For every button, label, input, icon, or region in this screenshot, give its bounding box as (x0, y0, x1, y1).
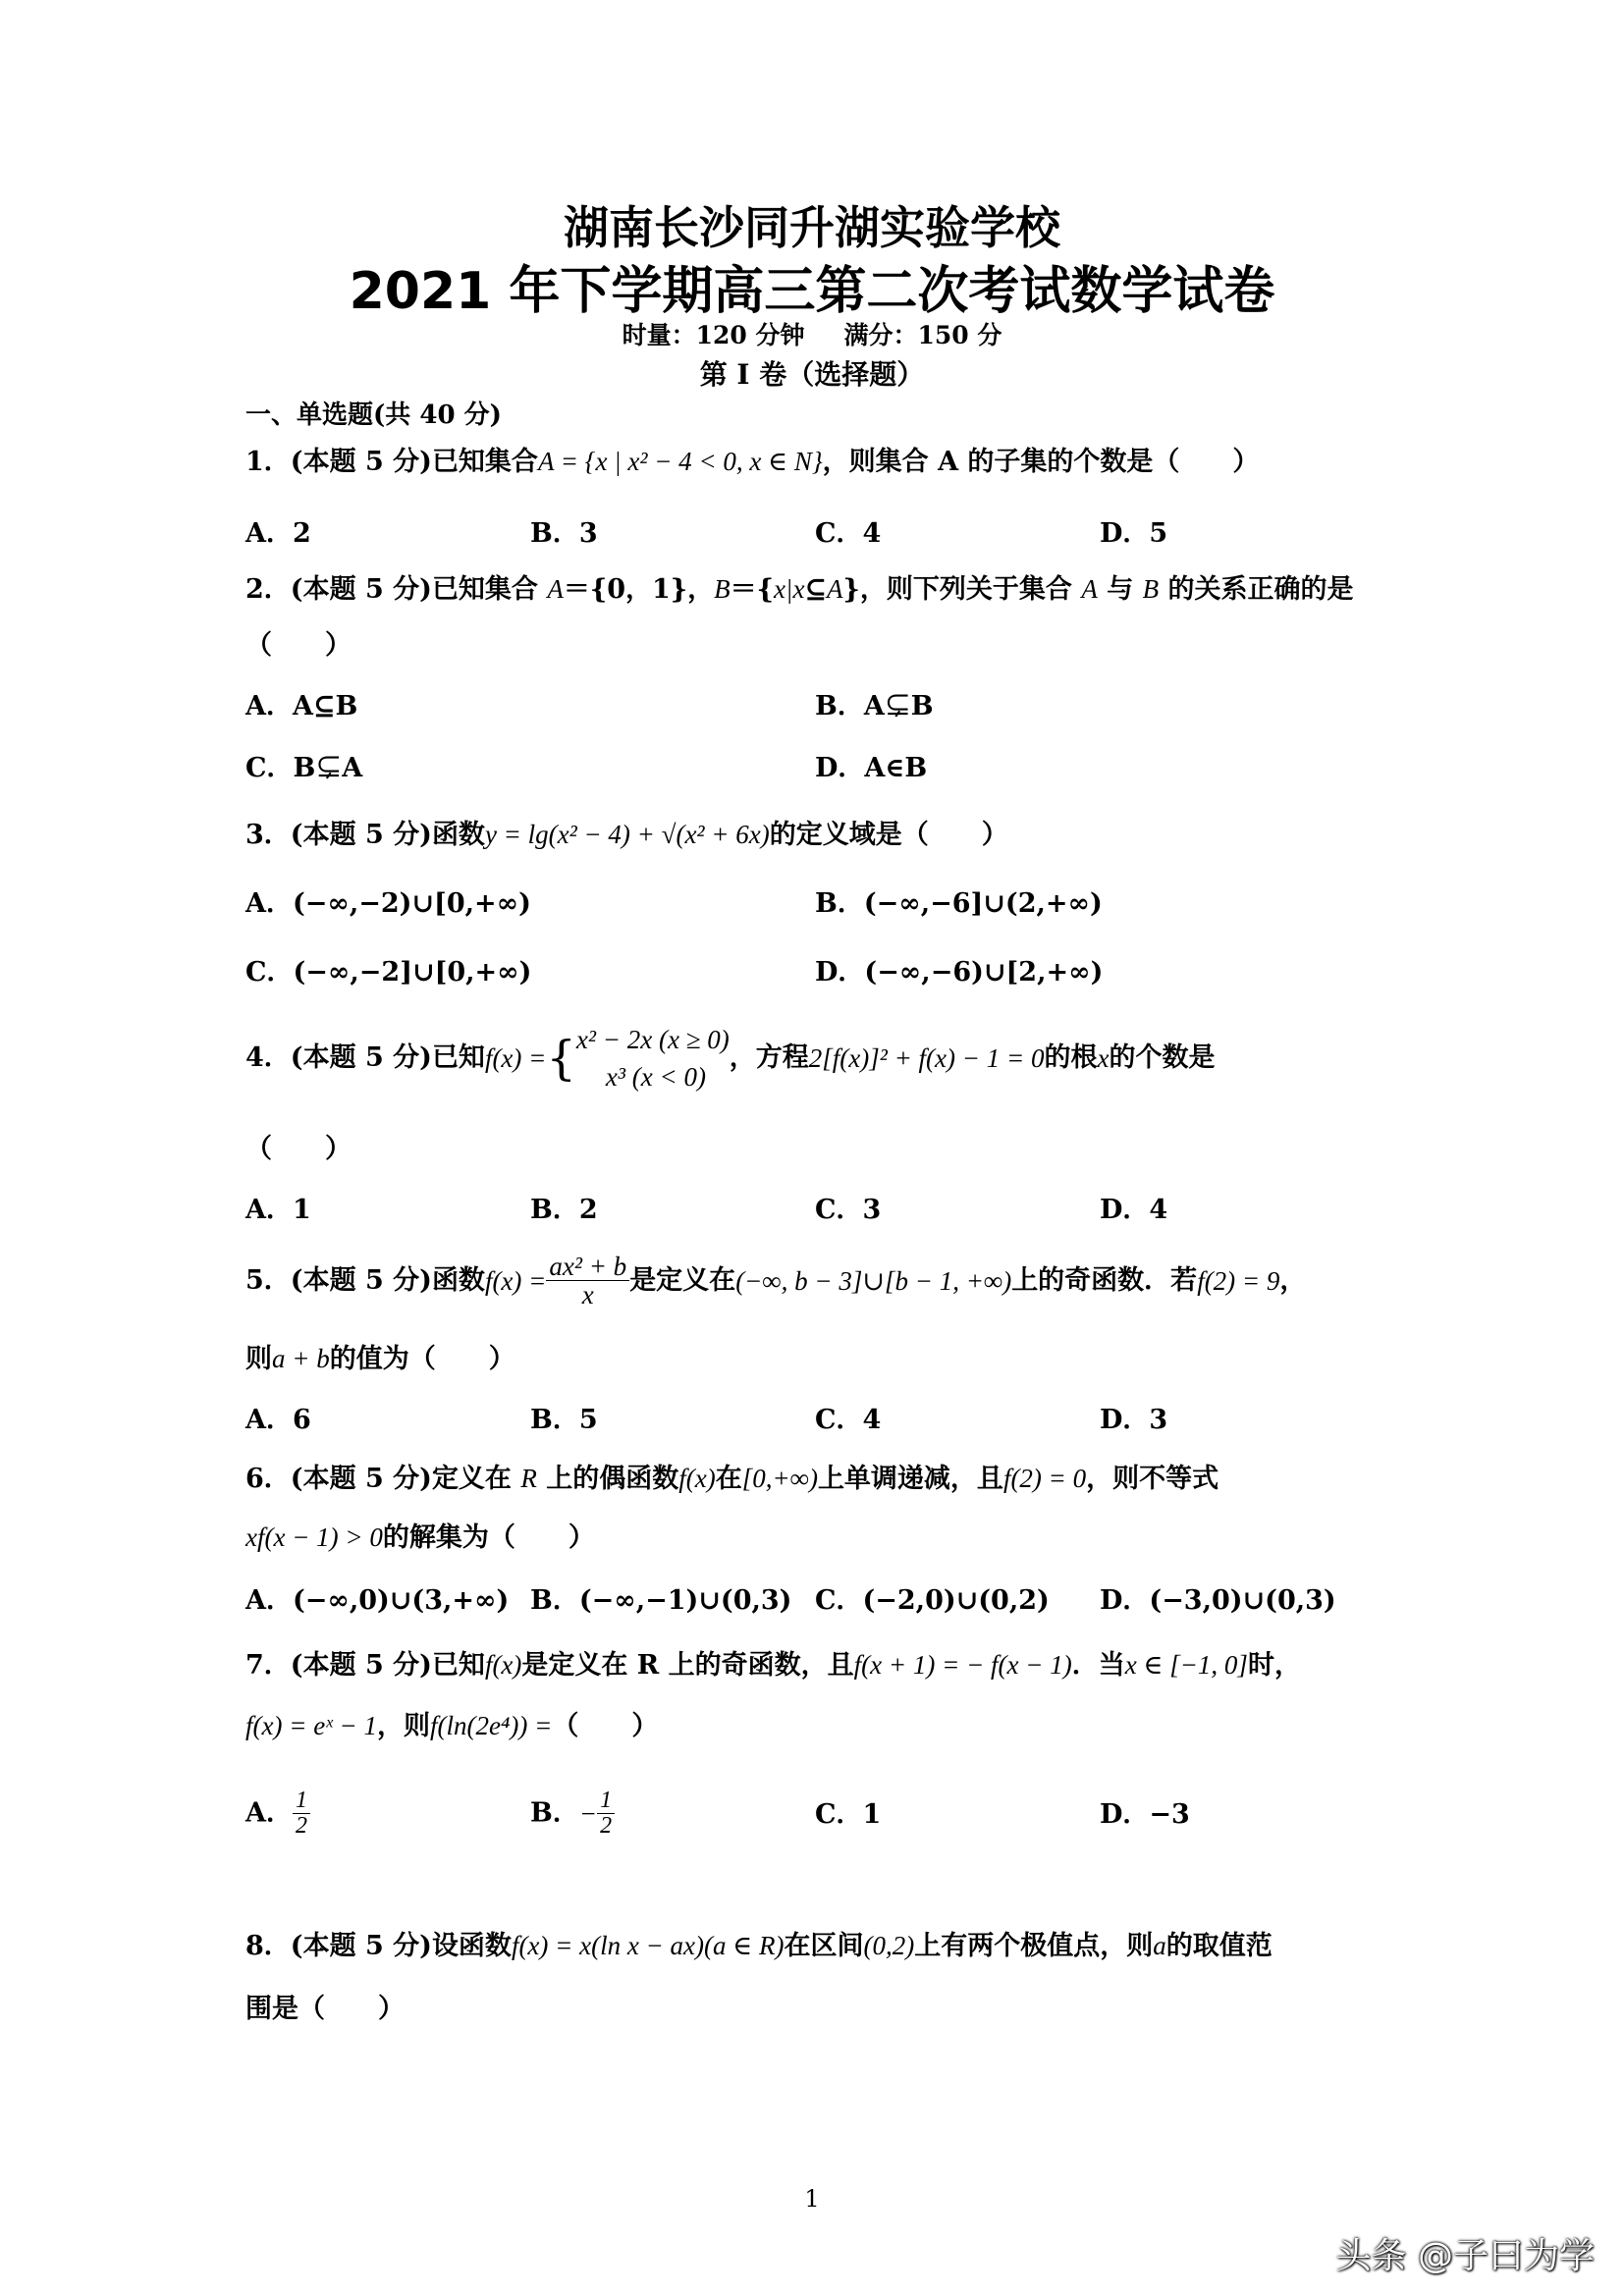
question-text: 是定义在 R 上的奇函数，且 (521, 1650, 854, 1681)
question-7-line2 (245, 1704, 658, 1742)
option-c[interactable]: C．4 (815, 1405, 882, 1435)
part-title: 第 I 卷（选择题） (699, 358, 925, 391)
question-text: ，则不等式 (1086, 1464, 1219, 1494)
question-text: 是定义在 (629, 1264, 736, 1296)
option-d[interactable]: D．(−3,0)∪(0,3) (1100, 1585, 1336, 1616)
option-a[interactable]: A． $\frac{1}{2}$ (245, 1789, 310, 1839)
option-d[interactable]: D．4 (1100, 1195, 1168, 1225)
option-b[interactable]: B．2 (530, 1195, 598, 1225)
option-d[interactable]: D．A∈B (815, 753, 928, 783)
question-points: (本题 5 分) (290, 1650, 432, 1681)
question-2 (245, 567, 1354, 606)
question-number: 8． (245, 1931, 291, 1961)
math-expr: (−∞, b − 3]∪[b − 1, +∞) (735, 1265, 1012, 1296)
question-number: 2． (245, 574, 291, 605)
question-text: ＝{0，1}， (563, 574, 715, 605)
question-text: 上的偶函数 (536, 1464, 679, 1494)
math-expr: y = lg(x² − 4) + √(x² + 6x) (484, 820, 770, 849)
math-var: B (714, 574, 731, 604)
question-text: 已知集合 (431, 447, 538, 477)
question-3 (245, 813, 1008, 851)
option-d[interactable]: D．3 (1100, 1405, 1168, 1435)
question-text: 的定义域是（ ） (769, 820, 1008, 850)
question-text: 已知集合 (431, 574, 548, 605)
question-text: ，方程 (729, 1042, 809, 1073)
option-b[interactable]: B．− $\frac{1}{2}$ (530, 1789, 615, 1839)
math-var: R (520, 1464, 537, 1493)
math-var: A (827, 574, 843, 604)
time-label: 时量：120 分钟 (622, 321, 805, 349)
option-b[interactable]: B．5 (530, 1405, 598, 1435)
score-label: 满分：150 分 (843, 321, 1002, 349)
question-text: （ ） (552, 1711, 659, 1741)
question-8 (245, 1924, 1272, 1962)
math-var: A (547, 574, 564, 604)
option-c[interactable]: C．1 (815, 1799, 882, 1830)
exam-title: 2021 年下学期高三第二次考试数学试卷 (349, 262, 1275, 321)
option-a[interactable]: A．6 (245, 1405, 311, 1435)
question-text: 已知 (431, 1650, 485, 1681)
question-text: ，则集合 A 的子集的个数是（ ） (822, 447, 1260, 477)
exam-meta (0, 316, 1624, 351)
math-expr: xf(x − 1) > 0 (245, 1522, 383, 1552)
question-text: 的值为（ ） (329, 1344, 515, 1374)
question-text: 的根 (1044, 1042, 1098, 1073)
question-8-line2: 围是（ ） (245, 1994, 405, 2024)
question-points: (本题 5 分) (290, 1931, 432, 1961)
question-text: 上单调递减，且 (817, 1464, 1003, 1494)
section-heading: 一、单选题(共 40 分) (245, 400, 502, 430)
option-c[interactable]: C．(−2,0)∪(0,2) (815, 1585, 1050, 1616)
fraction: $\frac{\text{ax² + b}}{x}$ (546, 1253, 629, 1309)
question-text: ．当 (1071, 1650, 1125, 1681)
question-number: 4． (245, 1042, 291, 1073)
question-text: 的关系正确的是 (1159, 574, 1354, 605)
question-number: 7． (245, 1650, 291, 1681)
math-expr: f(x) = eˣ − 1 (245, 1711, 378, 1740)
question-6 (245, 1457, 1218, 1495)
question-text: 函数 (431, 820, 485, 850)
math-expr: f(x) = (484, 1043, 547, 1073)
option-b[interactable]: B．A⊊B (815, 691, 934, 721)
question-4 (245, 1021, 1215, 1095)
option-b[interactable]: B．(−∞,−6]∪(2,+∞) (815, 888, 1103, 919)
question-7 (245, 1643, 1301, 1682)
option-a[interactable]: A．(−∞,0)∪(3,+∞) (245, 1585, 510, 1616)
question-text: ，则 (377, 1711, 431, 1741)
math-expr: x ∈ [−1, 0] (1124, 1650, 1248, 1680)
page-number: 1 (804, 2185, 820, 2213)
question-text: ＝{ (730, 574, 775, 605)
question-5-line2 (245, 1337, 515, 1375)
question-points: (本题 5 分) (290, 574, 432, 605)
question-text: }，则下列关于集合 (842, 574, 1082, 605)
math-expr: A = {x | x² − 4 < 0, x ∈ N} (537, 447, 823, 476)
question-2-paren: （ ） (245, 630, 352, 661)
question-text: 已知 (431, 1042, 485, 1073)
question-number: 5． (245, 1264, 291, 1296)
math-var: A (1081, 574, 1098, 604)
question-text: 时， (1247, 1650, 1301, 1681)
question-text: ， (1279, 1264, 1307, 1296)
question-number: 6． (245, 1464, 291, 1494)
option-d[interactable]: D．(−∞,−6)∪[2,+∞) (815, 957, 1104, 988)
math-var: x (1097, 1043, 1110, 1073)
option-b[interactable]: B．3 (530, 518, 598, 549)
question-points: (本题 5 分) (290, 820, 432, 850)
question-text: 函数 (431, 1264, 485, 1296)
question-text: 的个数是 (1109, 1042, 1216, 1073)
math-var: B (1142, 574, 1160, 604)
question-text: 与 (1097, 574, 1143, 605)
math-expr: (0,2) (863, 1931, 915, 1960)
question-6-line2 (245, 1516, 595, 1554)
question-text: 的解集为（ ） (382, 1522, 595, 1553)
math-expr: f(x + 1) = − f(x − 1) (853, 1650, 1072, 1680)
question-5 (245, 1253, 1306, 1309)
question-number: 3． (245, 820, 291, 850)
math-var: a (1153, 1931, 1166, 1960)
math-expr: f(x) (484, 1650, 522, 1680)
question-text: 上有两个极值点，则 (914, 1931, 1154, 1961)
watermark: 头条 @子曰为学 (1335, 2236, 1595, 2276)
math-expr: f(ln(2e⁴)) = (430, 1711, 553, 1740)
question-text: 在 (715, 1464, 742, 1494)
option-b[interactable]: B．(−∞,−1)∪(0,3) (530, 1585, 792, 1616)
question-text: 则 (245, 1344, 272, 1374)
math-expr: f(x) = (484, 1265, 547, 1296)
option-a[interactable]: A．(−∞,−2)∪[0,+∞) (245, 888, 531, 919)
question-text: 上的奇函数．若 (1011, 1264, 1198, 1296)
piecewise-cases: x² − 2x (x ≥ 0) x³ (x < 0) (575, 1025, 730, 1092)
question-points: (本题 5 分) (290, 1264, 432, 1296)
question-points: (本题 5 分) (290, 1042, 432, 1073)
option-a[interactable]: A．1 (245, 1195, 311, 1225)
question-1 (245, 440, 1259, 478)
school-name: 湖南长沙同升湖实验学校 (564, 201, 1060, 254)
question-text: 设函数 (431, 1931, 512, 1961)
option-a[interactable]: A．A⊆B (245, 691, 358, 721)
question-text: 在区间 (784, 1931, 864, 1961)
question-points: (本题 5 分) (290, 1464, 432, 1494)
math-expr: f(x) (678, 1464, 716, 1493)
math-expr: [0,+∞) (741, 1464, 818, 1493)
math-expr: f(x) = x(ln x − ax)(a ∈ R) (511, 1931, 785, 1960)
question-text: ⊆ (804, 574, 828, 605)
question-points: (本题 5 分) (290, 447, 432, 477)
option-c[interactable]: C．B⊊A (245, 753, 363, 783)
option-d[interactable]: D．5 (1100, 518, 1168, 549)
question-text: 的取值范 (1165, 1931, 1272, 1961)
math-expr: 2[f(x)]² + f(x) − 1 = 0 (808, 1043, 1045, 1073)
option-c[interactable]: C．(−∞,−2]∪[0,+∞) (245, 957, 532, 988)
question-number: 1． (245, 447, 291, 477)
question-4-paren: （ ） (245, 1134, 352, 1164)
fraction: $\frac{1}{2}$ (597, 1789, 615, 1839)
option-a[interactable]: A．2 (245, 518, 311, 549)
option-d[interactable]: D．−3 (1100, 1799, 1190, 1830)
option-c[interactable]: C．3 (815, 1195, 882, 1225)
math-expr: f(2) = 0 (1002, 1464, 1087, 1493)
option-c[interactable]: C．4 (815, 518, 882, 549)
question-text: 定义在 (431, 1464, 521, 1494)
fraction: $\frac{1}{2}$ (293, 1789, 310, 1839)
math-var: x|x (774, 574, 805, 604)
brace: { (546, 1031, 576, 1086)
math-expr: f(2) = 9 (1197, 1265, 1280, 1296)
math-expr: a + b (272, 1344, 330, 1373)
